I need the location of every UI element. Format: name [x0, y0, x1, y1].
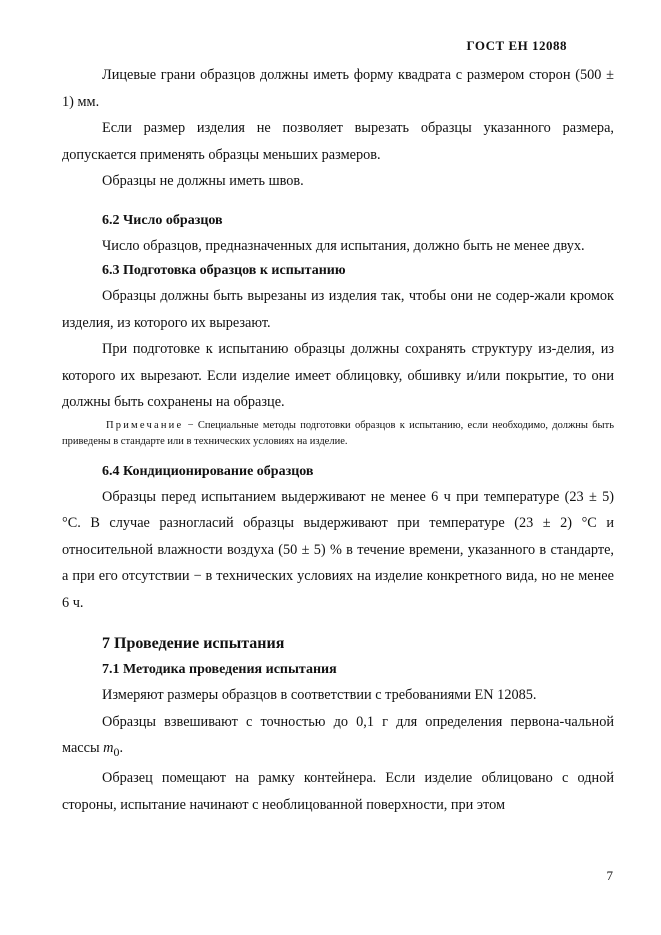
- section-6-3-heading: 6.3 Подготовка образцов к испытанию: [102, 263, 346, 278]
- paragraph-no-seams: Образцы не должны иметь швов.: [102, 173, 304, 189]
- mass-subscript: 0: [113, 744, 120, 759]
- paragraph-smaller-samples: Если размер изделия не позволяет вырезать образцы указанного размера, допускается применять образцы меньших размеров.: [62, 120, 614, 163]
- section-6-2-heading: 6.2 Число образцов: [102, 212, 223, 228]
- section-6-3-text-1: Образцы должны быть вырезаны из изделия так, чтобы они не содер-жали кромок изделия, из которого их вырезают.: [62, 288, 614, 331]
- section-7-heading: 7 Проведение испытания: [102, 635, 285, 652]
- page-number: 7: [606, 868, 613, 883]
- section-6-4-heading: 6.4 Кондиционирование образцов: [102, 463, 314, 479]
- section-7-1-text-2: [62, 709, 614, 766]
- document-code-header: ГОСТ ЕН 12088: [466, 38, 567, 53]
- section-6-3-note: [62, 418, 614, 450]
- paragraph-sample-shape: Лицевые грани образцов должны иметь форму квадрата с размером сторон (500 ± 1) мм.: [62, 67, 614, 110]
- section-6-2-text: Число образцов, предназначенных для испытания, должно быть не менее двух.: [102, 237, 585, 254]
- section-6-3-text-2: При подготовке к испытанию образцы должны сохранять структуру из-делия, из которого их вырезают. Если изделие имеет облицовку, обшивку и/или покрытие, то они должны быть сохранены на образце.: [62, 341, 614, 410]
- mass-period: .: [119, 740, 124, 756]
- section-6-4-text: Образцы перед испытанием выдерживают не менее 6 ч при температуре (23 ± 5) °С. В случае разногласий образцы выдерживают при температуре (23 ± 2) °С и относительной влажности воздуха (50 ± 5) % в течение времени, указанного в стандарте, а при его отсутствии − в технических условиях на изделие конкретного вида, но не менее 6 ч.: [62, 488, 614, 611]
- section-7-1-text-1: Измеряют размеры образцов в соответствии с требованиями EN 12085.: [102, 687, 537, 703]
- note-label: Примечание: [106, 419, 184, 431]
- mass-symbol: m: [103, 740, 114, 756]
- note-text: − Специальные методы подготовки образцов к испытанию, если необходимо, должны быть приведены в стандарте или в технических условиях на изделие.: [62, 419, 614, 447]
- section-7-1-text-3: Образец помещают на рамку контейнера. Если изделие облицовано с одной стороны, испытание начинают с необлицованной поверхности, при этом: [62, 770, 614, 813]
- mass-sentence: Образцы взвешивают с точностью до 0,1 г для определения первона-чальной массы: [62, 713, 614, 756]
- document-body: [62, 62, 614, 818]
- section-7-1-heading: 7.1 Методика проведения испытания: [102, 662, 337, 677]
